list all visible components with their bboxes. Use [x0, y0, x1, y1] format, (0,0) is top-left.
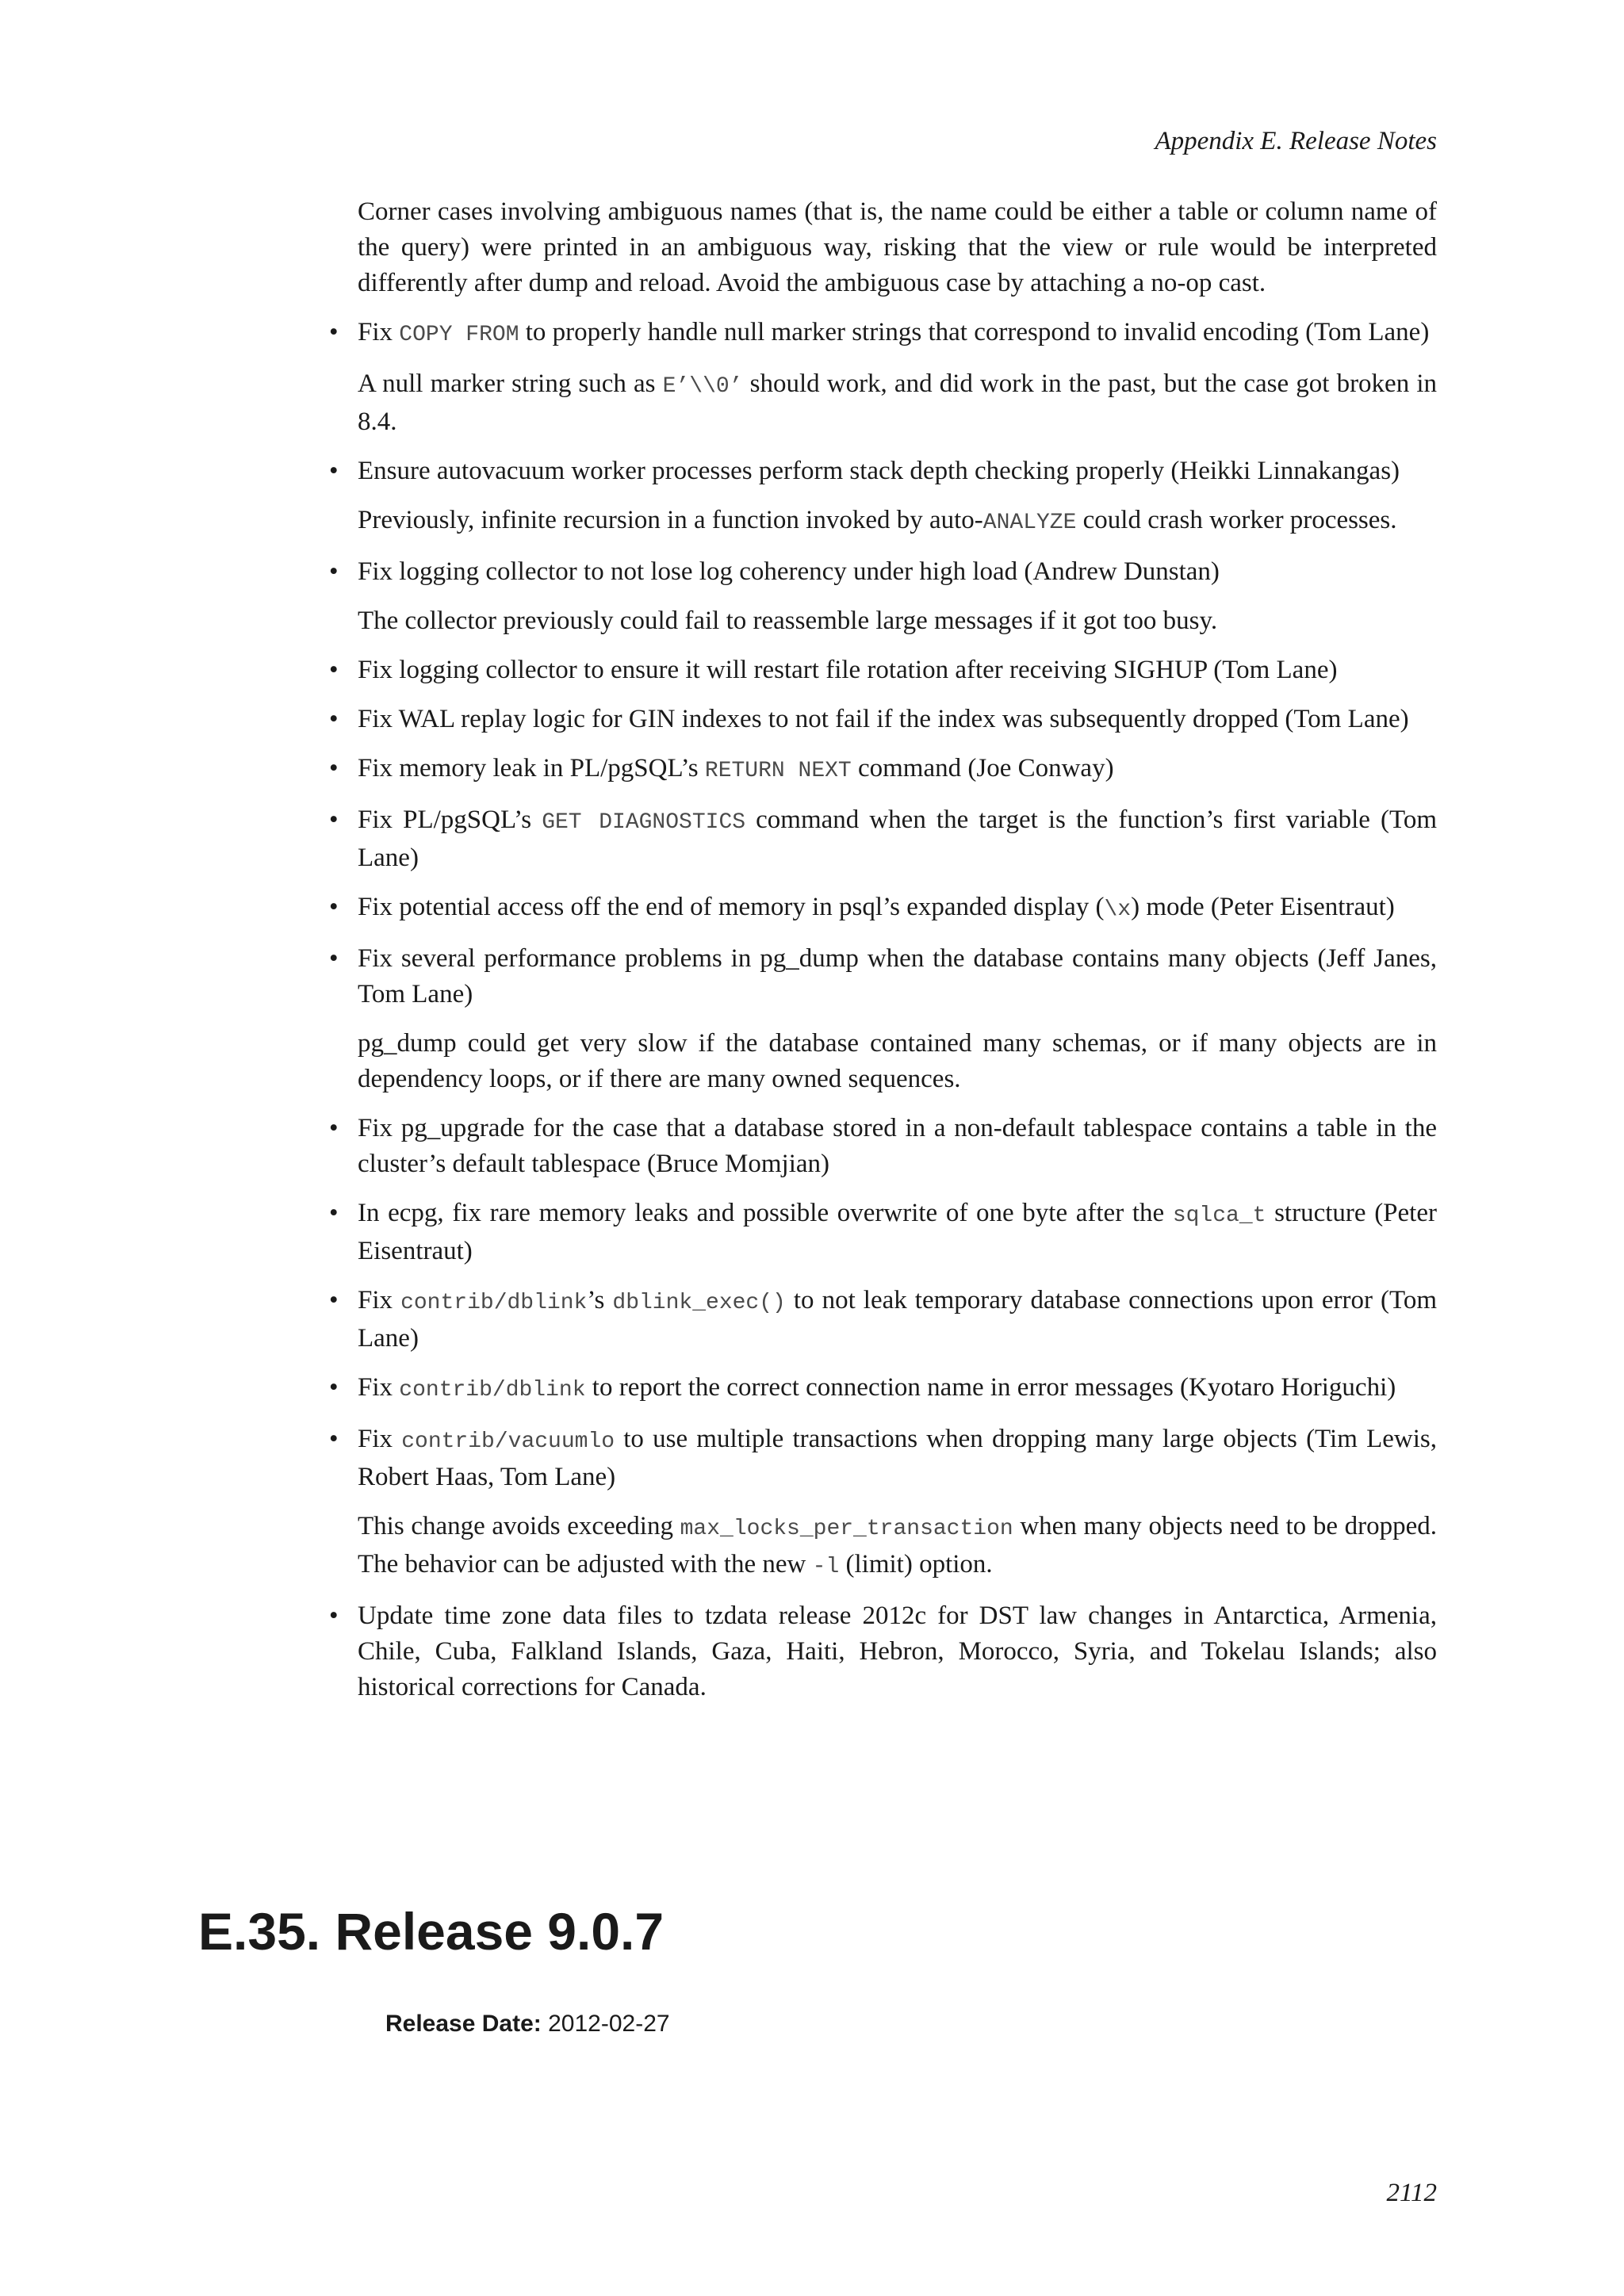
- text-segment: command when the target is the function’s first variable (Tom Lane): [358, 806, 1438, 872]
- bullet-marker: •: [329, 557, 339, 586]
- list-item: [329, 802, 1438, 876]
- bullet-marker: •: [329, 457, 339, 485]
- list-item: [329, 1598, 1437, 1705]
- code-literal: contrib/dblink: [399, 1378, 586, 1402]
- code-literal: ANALYZE: [982, 511, 1077, 535]
- text-segment: This change avoids exceeding: [358, 1512, 680, 1540]
- bullet-marker: •: [329, 1425, 339, 1453]
- section-heading: E.35. Release 9.0.7: [198, 1902, 665, 1961]
- bullet-marker: •: [329, 1286, 339, 1314]
- text-segment: Fix: [358, 1425, 402, 1453]
- list-item-detail: [358, 366, 1437, 440]
- code-literal: \x: [1104, 897, 1132, 922]
- bullet-marker: •: [329, 1373, 339, 1402]
- text-segment: Ensure autovacuum worker processes perform stack depth checking properly (Heikki Linnakangas): [358, 457, 1400, 485]
- list-item-detail: [358, 1509, 1437, 1585]
- text-segment: Fix pg_upgrade for the case that a database stored in a non-default tablespace contains a table in the cluster’s default tablespace (Bruce Momjian): [358, 1114, 1437, 1178]
- list-item-detail: [358, 503, 1437, 541]
- list-item-detail: [358, 603, 1437, 639]
- code-literal: GET DIAGNOSTICS: [542, 810, 746, 835]
- text-segment: pg_dump could get very slow if the database contained many schemas, or if many objects are in dependency loops, or if there are many owned sequences.: [358, 1029, 1437, 1093]
- code-literal: E’\\0’: [662, 374, 743, 399]
- intro-paragraph: Corner cases involving ambiguous names (that is, the name could be either a table or column name of the query) were printed in an ambiguous way, risking that the view or rule would be interpreted differently after dump and reload. Avoid the ambiguous case by attaching a no-op cast.: [358, 197, 1437, 297]
- release-notes-body: [329, 194, 1438, 1719]
- list-item-text: [358, 453, 1437, 489]
- list-item: [329, 941, 1437, 1012]
- text-segment: Previously, infinite recursion in a function invoked by auto-: [358, 506, 983, 534]
- text-segment: Fix memory leak in PL/pgSQL’s: [358, 754, 705, 783]
- release-date-label: Release Date:: [385, 2011, 542, 2037]
- list-item: [329, 1283, 1437, 1357]
- list-item-text: [358, 941, 1437, 1012]
- bullet-marker: •: [329, 1601, 339, 1630]
- list-item-text: [358, 1370, 1437, 1408]
- list-item: [329, 890, 1437, 928]
- list-item: [329, 1422, 1437, 1495]
- text-segment: ’s: [587, 1286, 613, 1314]
- code-literal: -l: [812, 1555, 840, 1579]
- page-number: 2112: [1386, 2179, 1437, 2207]
- list-item-text: [358, 702, 1437, 737]
- running-header: Appendix E. Release Notes: [1155, 127, 1437, 155]
- list-item: [329, 453, 1437, 489]
- text-segment: Fix PL/pgSQL’s: [358, 806, 542, 834]
- text-segment: to not leak temporary database connections upon error (Tom Lane): [358, 1286, 1437, 1353]
- text-segment: Fix logging collector to not lose log coherency under high load (Andrew Dunstan): [358, 557, 1220, 586]
- list-item-detail: [358, 1026, 1437, 1097]
- text-segment: structure (Peter Eisentraut): [358, 1199, 1437, 1265]
- code-literal: sqlca_t: [1172, 1203, 1266, 1228]
- list-item-text: [358, 652, 1437, 688]
- text-segment: The collector previously could fail to reassemble large messages if it got too busy.: [358, 607, 1218, 635]
- text-segment: Fix potential access off the end of memory in psql’s expanded display (: [358, 893, 1105, 921]
- release-date: [385, 2011, 670, 2038]
- list-item-text: [358, 890, 1437, 928]
- bullet-marker: •: [329, 656, 339, 684]
- list-item-text: [358, 751, 1437, 789]
- list-item: [329, 652, 1437, 688]
- bullet-marker: •: [329, 893, 339, 921]
- list-item: [329, 315, 1437, 353]
- bullet-marker: •: [329, 944, 339, 973]
- bullet-marker: •: [329, 754, 339, 783]
- list-item-text: [358, 1111, 1437, 1182]
- bullet-marker: •: [329, 1114, 339, 1142]
- release-date-value: 2012-02-27: [548, 2011, 670, 2037]
- text-segment: could crash worker processes.: [1076, 506, 1397, 534]
- text-segment: Fix: [358, 1286, 401, 1314]
- list-item-text: [358, 1196, 1437, 1269]
- list-item-text: [358, 315, 1437, 353]
- list-item-text: [358, 1422, 1437, 1495]
- code-literal: contrib/vacuumlo: [401, 1429, 615, 1454]
- code-literal: COPY FROM: [399, 323, 519, 347]
- release-notes-list: [329, 315, 1438, 1705]
- list-item: [329, 1370, 1437, 1408]
- code-literal: dblink_exec(): [612, 1291, 786, 1315]
- bullet-marker: •: [329, 318, 339, 346]
- list-item: [329, 1111, 1437, 1182]
- bullet-marker: •: [329, 705, 339, 733]
- text-segment: Fix several performance problems in pg_dump when the database contains many objects (Jeff Janes, Tom Lane): [358, 944, 1437, 1008]
- text-segment: A null marker string such as: [358, 369, 663, 398]
- text-segment: Fix WAL replay logic for GIN indexes to not fail if the index was subsequently dropped (Tom Lane): [358, 705, 1409, 733]
- text-segment: to use multiple transactions when dropping many large objects (Tim Lewis, Robert Haas, Tom Lane): [358, 1425, 1437, 1491]
- text-segment: when many objects need to be dropped. The behavior can be adjusted with the new: [358, 1512, 1437, 1578]
- text-segment: (limit) option.: [839, 1550, 993, 1578]
- list-item-text: [358, 1283, 1437, 1357]
- text-segment: should work, and did work in the past, but the case got broken in 8.4.: [358, 369, 1437, 436]
- bullet-marker: •: [329, 1199, 339, 1227]
- list-item: [329, 751, 1437, 789]
- text-segment: ) mode (Peter Eisentraut): [1131, 893, 1395, 921]
- code-literal: contrib/dblink: [400, 1291, 588, 1315]
- list-item: [329, 702, 1437, 737]
- code-literal: RETURN NEXT: [704, 759, 852, 783]
- text-segment: command (Joe Conway): [851, 754, 1114, 783]
- list-item: [329, 1196, 1437, 1269]
- text-segment: to properly handle null marker strings that correspond to invalid encoding (Tom Lane): [519, 318, 1430, 346]
- text-segment: to report the correct connection name in error messages (Kyotaro Horiguchi): [585, 1373, 1396, 1402]
- list-item: [329, 554, 1437, 590]
- text-segment: Fix logging collector to ensure it will restart file rotation after receiving SIGHUP (Tom Lane): [358, 656, 1338, 684]
- list-item-text: [358, 1598, 1437, 1705]
- list-item-text: [358, 802, 1437, 876]
- bullet-marker: •: [329, 806, 339, 834]
- text-segment: Update time zone data files to tzdata release 2012c for DST law changes in Antarctica, Armenia, Chile, Cuba, Falkland Islands, Gaza, Haiti, Hebron, Morocco, Syria, and Tokelau Islands; also historical corrections for Canada.: [358, 1601, 1437, 1701]
- text-segment: Fix: [358, 1373, 400, 1402]
- code-literal: max_locks_per_transaction: [680, 1517, 1013, 1541]
- text-segment: In ecpg, fix rare memory leaks and possible overwrite of one byte after the: [358, 1199, 1173, 1227]
- text-segment: Fix: [358, 318, 400, 346]
- list-item-text: [358, 554, 1437, 590]
